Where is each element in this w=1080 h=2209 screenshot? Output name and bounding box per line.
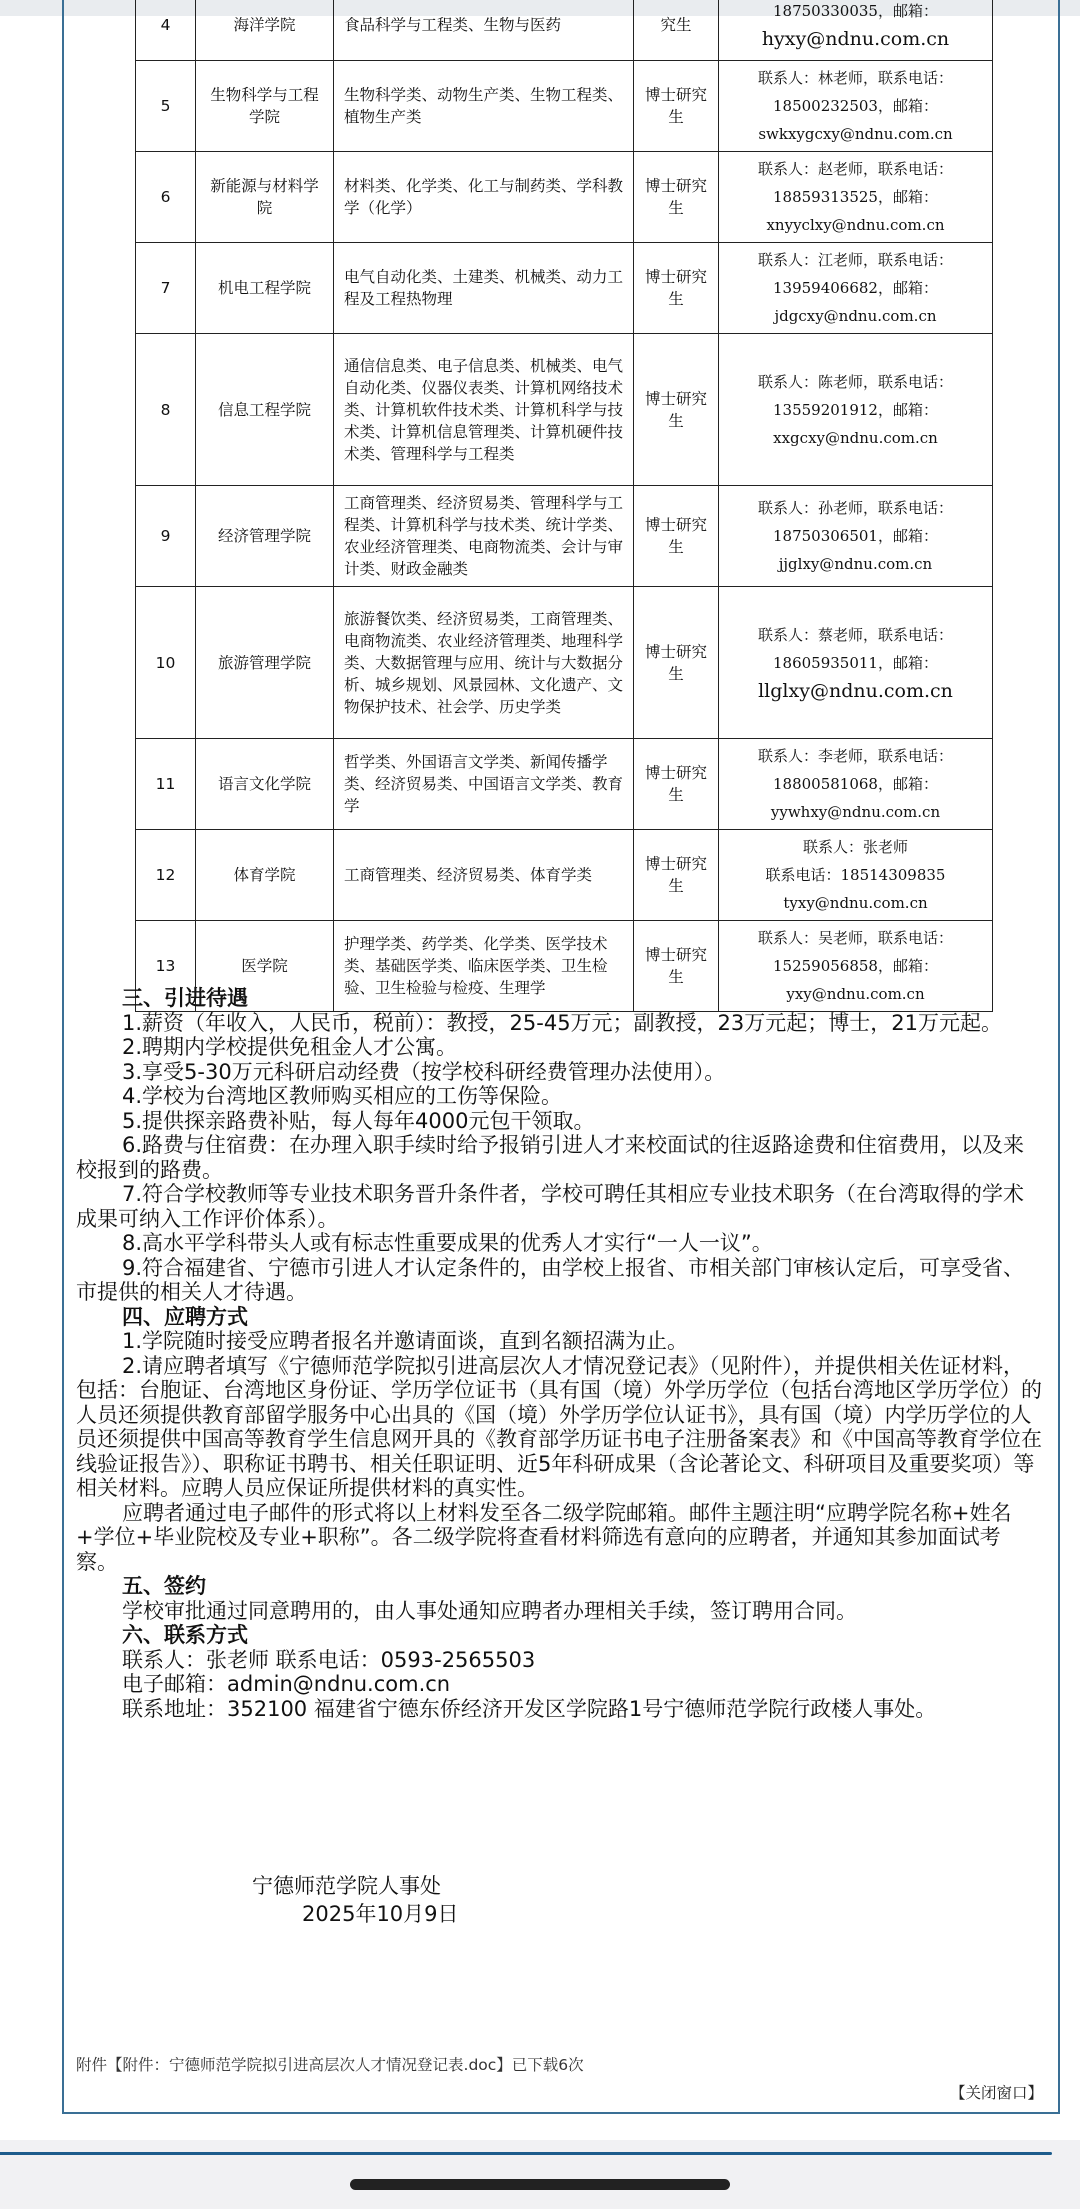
contact-info xyxy=(719,830,993,921)
application-item: 2.请应聘者填写《宁德师范学院拟引进高层次人才情况登记表》（见附件），并提供相关佐证材料，包括：台胞证、台湾地区身份证、学历学位证书（具有国（境）外学历学位（包括台湾地区学历学位）的人员还须提供教育部留学服务中心出具的《国（境）外学历学位认证书》，具有国（境）内学历学位的人员还须提供中国高等教育学生信息网开具的《教育部学历证书电子注册备案表》和《中国高等教育学位在线验证报告》）、职称证书聘书、相关任职证明、近5年科研成果（含论著论文、科研项目及重要奖项）等相关材料。应聘人员应保证所提供材料的真实性。 xyxy=(76,1353,1042,1500)
row-number: 10 xyxy=(136,587,196,739)
degree-type: 博士研究生 xyxy=(634,61,719,152)
row-number: 6 xyxy=(136,152,196,243)
contact-line: 联系人：陈老师，联系电话： xyxy=(757,372,953,391)
degree-type: 博士研究生 xyxy=(634,486,719,587)
browser-bottom-bar xyxy=(0,2140,1080,2209)
college-name: 生物科学与工程学院 xyxy=(196,61,334,152)
contact-line: 18605935011，邮箱： xyxy=(773,653,938,672)
contact-line[interactable]: xxgcxy@ndnu.com.cn xyxy=(773,428,938,447)
recruitment-table xyxy=(135,0,993,1012)
contact-line: 18800581068，邮箱： xyxy=(773,775,938,793)
contact-line: 联系人：赵老师，联系电话： xyxy=(757,160,953,178)
contact-line: 18750330035，邮箱： xyxy=(773,1,938,20)
college-name: 新能源与材料学院 xyxy=(196,152,334,243)
benefit-item: 1.薪资（年收入，人民币，税前）：教授，25-45万元；副教授，23万元起；博士，21万元起。 xyxy=(122,1010,1002,1035)
contact-info xyxy=(719,243,993,334)
majors: 工商管理类、经济贸易类、管理科学与工程类、计算机科学与技术类、统计学类、农业经济管理类、电商物流类、会计与审计类、财政金融类 xyxy=(334,486,634,587)
majors: 材料类、化学类、化工与制药类、学科教学（化学） xyxy=(334,152,634,243)
contact-line[interactable]: jdgcxy@ndnu.com.cn xyxy=(774,307,937,325)
row-number: 11 xyxy=(136,739,196,830)
college-name: 旅游管理学院 xyxy=(196,587,334,739)
row-number: 13 xyxy=(136,921,196,1012)
degree-type: 究生 xyxy=(634,0,719,61)
benefit-item: 8.高水平学科带头人或有标志性重要成果的优秀人才实行“一人一议”。 xyxy=(122,1231,773,1255)
contact-info xyxy=(719,587,993,739)
college-name: 机电工程学院 xyxy=(196,243,334,334)
college-name: 信息工程学院 xyxy=(196,334,334,486)
application-item: 应聘者通过电子邮件的形式将以上材料发至各二级学院邮箱。邮件主题注明“应聘学院名称+姓名+学位+毕业院校及专业+职称”。各二级学院将查看材料筛选有意向的应聘者，并通知其参加面试考察。 xyxy=(76,1500,1012,1574)
row-number: 9 xyxy=(136,486,196,587)
attachment-line xyxy=(76,2053,584,2075)
benefits-list xyxy=(76,1011,1042,1305)
benefit-item: 9.符合福建省、宁德市引进人才认定条件的，由学校上报省、市相关部门审核认定后，可享受省、市提供的相关人才待遇。 xyxy=(76,1255,1025,1304)
article-body xyxy=(76,986,1042,1721)
contact-line[interactable]: xnyyclxy@ndnu.com.cn xyxy=(766,216,945,234)
signature-date: 2025年10月9日 xyxy=(302,1902,459,1926)
row-number: 7 xyxy=(136,243,196,334)
application-item: 1.学院随时接受应聘者报名并邀请面谈，直到名额招满为止。 xyxy=(122,1329,689,1353)
contact-line: 联系人：林老师，联系电话： xyxy=(757,69,953,87)
contact-line[interactable]: jjglxy@ndnu.com.cn xyxy=(778,555,933,573)
table-row xyxy=(136,0,993,61)
contact-line[interactable]: yxy@ndnu.com.cn xyxy=(786,985,925,1003)
contact-line[interactable]: yywhxy@ndnu.com.cn xyxy=(770,803,941,821)
contact-info xyxy=(719,334,993,486)
bottom-frame-edge xyxy=(0,2152,1052,2155)
row-number: 4 xyxy=(136,0,196,61)
section-title-application: 四、应聘方式 xyxy=(122,1304,248,1329)
table-row xyxy=(136,334,993,486)
degree-type: 博士研究生 xyxy=(634,243,719,334)
contact-address: 联系地址：352100 福建省宁德东侨经济开发区学院路1号宁德师范学院行政楼人事处。 xyxy=(122,1696,937,1721)
contact-line[interactable]: swkxygcxy@ndnu.com.cn xyxy=(758,125,953,143)
row-number: 8 xyxy=(136,334,196,486)
degree-type: 博士研究生 xyxy=(634,334,719,486)
table-row xyxy=(136,830,993,921)
section-title-contact: 六、联系方式 xyxy=(122,1623,248,1647)
college-name: 经济管理学院 xyxy=(196,486,334,587)
section-title-benefits: 三、引进待遇 xyxy=(122,986,248,1010)
college-name: 医学院 xyxy=(196,921,334,1012)
table-row xyxy=(136,739,993,830)
contact-line: 18859313525，邮箱： xyxy=(773,188,938,206)
table-row xyxy=(136,486,993,587)
benefit-item: 7.符合学校教师等专业技术职务晋升条件者，学校可聘任其相应专业技术职务（在台湾取得的学术成果可纳入工作评价体系）。 xyxy=(76,1182,1025,1231)
contact-line: 联系人：蔡老师，联系电话： xyxy=(757,625,953,644)
majors: 通信信息类、电子信息类、机械类、电气自动化类、仪器仪表类、计算机网络技术类、计算机软件技术类、计算机科学与技术类、计算机信息管理类、计算机硬件技术类、管理科学与工程类 xyxy=(334,334,634,486)
attachment-link[interactable]: 宁德师范学院拟引进高层次人才情况登记表.doc xyxy=(169,2056,497,2074)
attachment-prefix: 附件【附件： xyxy=(76,2056,170,2074)
degree-type: 博士研究生 xyxy=(634,587,719,739)
contact-line: 联系人：李老师，联系电话： xyxy=(757,747,953,765)
contact-info xyxy=(719,739,993,830)
contact-line: 13559201912，邮箱： xyxy=(773,400,938,419)
majors: 食品科学与工程类、生物与医药 xyxy=(334,0,634,61)
majors: 工商管理类、经济贸易类、体育学类 xyxy=(334,830,634,921)
contact-person: 联系人：张老师 联系电话：0593-2565503 xyxy=(122,1647,536,1672)
contact-line: 联系人：孙老师，联系电话： xyxy=(757,499,953,517)
benefit-item: 3.享受5-30万元科研启动经费（按学校科研经费管理办法使用）。 xyxy=(122,1059,726,1084)
contact-info xyxy=(719,0,993,61)
benefit-item: 6.路费与住宿费：在办理入职手续时给予报销引进人才来校面试的往返路途费和住宿费用，以及来校报到的路费。 xyxy=(76,1133,1025,1182)
degree-type: 博士研究生 xyxy=(634,830,719,921)
contact-line[interactable]: tyxy@ndnu.com.cn xyxy=(783,894,928,912)
contact-line: 13959406682，邮箱： xyxy=(773,279,938,297)
row-number: 12 xyxy=(136,830,196,921)
signing-text: 学校审批通过同意聘用的，由人事处通知应聘者办理相关手续，签订聘用合同。 xyxy=(122,1598,857,1623)
table-row xyxy=(136,152,993,243)
table-row xyxy=(136,61,993,152)
benefit-item: 2.聘期内学校提供免租金人才公寓。 xyxy=(122,1035,458,1059)
close-window-link[interactable]: 【关闭窗口】 xyxy=(950,2084,1044,2102)
section-title-signing: 五、签约 xyxy=(122,1574,206,1598)
contact-line: 18750306501，邮箱： xyxy=(773,527,938,545)
contact-line: 联系人：江老师，联系电话： xyxy=(757,251,953,269)
contact-email: 电子邮箱：admin@ndnu.com.cn xyxy=(122,1672,451,1696)
contact-line: 18500232503，邮箱： xyxy=(773,97,938,115)
college-name: 语言文化学院 xyxy=(196,739,334,830)
home-indicator[interactable] xyxy=(350,2179,730,2190)
contact-line[interactable]: hyxy@ndnu.com.cn xyxy=(761,27,950,50)
college-name: 体育学院 xyxy=(196,830,334,921)
row-number: 5 xyxy=(136,61,196,152)
degree-type: 博士研究生 xyxy=(634,739,719,830)
benefit-item: 5.提供探亲路费补贴，每人每年4000元包干领取。 xyxy=(122,1108,595,1133)
contact-line: 联系电话：18514309835 xyxy=(765,866,946,884)
attachment-suffix: 】已下载6次 xyxy=(496,2056,584,2074)
degree-type: 博士研究生 xyxy=(634,152,719,243)
signature-org: 宁德师范学院人事处 xyxy=(252,1874,441,1898)
contact-line[interactable]: llglxy@ndnu.com.cn xyxy=(758,679,953,702)
majors: 旅游餐饮类、经济贸易类，工商管理类、电商物流类、农业经济管理类、地理科学类、大数据管理与应用、统计与大数据分析、城乡规划、风景园林、文化遗产、文物保护技术、社会学、历史学类 xyxy=(334,587,634,739)
contact-info xyxy=(719,486,993,587)
contact-info xyxy=(719,152,993,243)
contact-line: 联系人：张老师 xyxy=(802,838,908,856)
college-name: 海洋学院 xyxy=(196,0,334,61)
table-row xyxy=(136,243,993,334)
contact-info xyxy=(719,61,993,152)
degree-type: 博士研究生 xyxy=(634,921,719,1012)
contact-line: 15259056858，邮箱： xyxy=(773,957,938,975)
majors: 护理学类、药学类、化学类、医学技术类、基础医学类、临床医学类、卫生检验、卫生检验与检疫、生理学 xyxy=(334,921,634,1012)
benefit-item: 4.学校为台湾地区教师购买相应的工伤等保险。 xyxy=(122,1084,563,1108)
contact-line: 联系人：吴老师，联系电话： xyxy=(757,929,953,947)
majors: 哲学类、外国语言文学类、新闻传播学类、经济贸易类、中国语言文学类、教育学 xyxy=(334,739,634,830)
majors: 生物科学类、动物生产类、生物工程类、植物生产类 xyxy=(334,61,634,152)
table-row xyxy=(136,587,993,739)
majors: 电气自动化类、土建类、机械类、动力工程及工程热物理 xyxy=(334,243,634,334)
